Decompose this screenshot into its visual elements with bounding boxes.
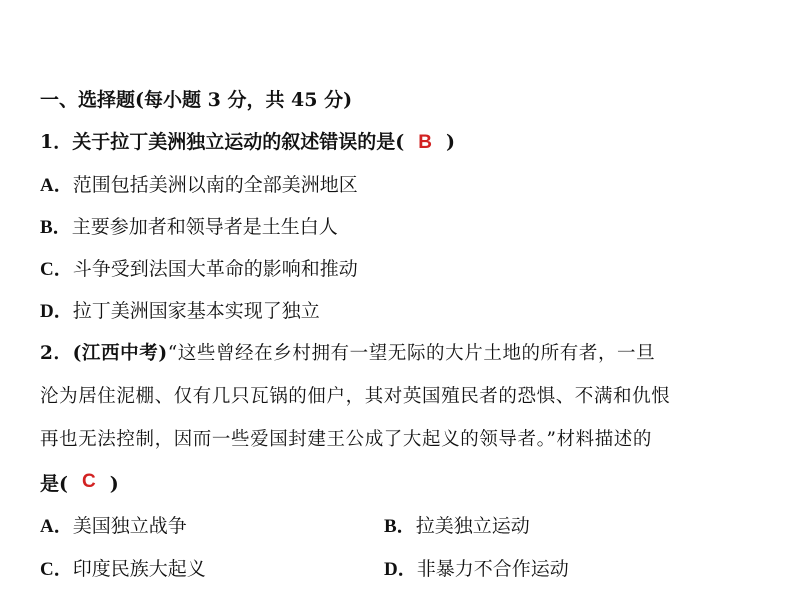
section-title: 一、选择题(每小题 3 分，共 45 分)	[40, 89, 353, 111]
option-text: 拉丁美洲国家基本实现了独立	[72, 300, 320, 322]
question-1-option-c	[40, 257, 358, 282]
question-1-option-d	[40, 299, 320, 324]
option-text: 印度民族大起义	[72, 558, 206, 580]
option-label: A．	[40, 516, 73, 537]
question-2-line-3: 再也无法控制，因而一些爱国封建王公成了大起义的领导者。”材料描述的	[40, 429, 653, 450]
question-1-text: 1．关于拉丁美洲独立运动的叙述错误的是(	[40, 131, 405, 153]
question-2-option-b	[384, 514, 530, 539]
option-text: 拉美独立运动	[415, 515, 530, 537]
question-2-options-row-1	[40, 514, 530, 539]
question-1-close-paren: )	[445, 131, 455, 153]
question-2-answer: C	[82, 471, 96, 492]
question-2-line-4	[40, 472, 119, 497]
question-2-options-row-2	[40, 557, 569, 582]
question-1-option-a	[40, 173, 358, 198]
option-label: C．	[40, 559, 73, 580]
question-2-source: (江西中考)	[72, 343, 168, 364]
option-text: 范围包括美洲以南的全部美洲地区	[72, 174, 358, 196]
question-2-text: “这些曾经在乡村拥有一望无际的大片土地的所有者，一旦	[167, 343, 656, 364]
option-text: 主要参加者和领导者是土生白人	[71, 216, 338, 238]
question-2-option-a	[40, 515, 187, 537]
question-1-stem	[40, 130, 455, 155]
option-label: B．	[40, 217, 72, 238]
question-2-option-d	[384, 557, 569, 582]
question-2-option-c	[40, 558, 206, 580]
option-text: 斗争受到法国大革命的影响和推动	[72, 258, 358, 280]
question-2-line-2: 沦为居住泥棚、仅有几只瓦锅的佃户，其对英国殖民者的恐惧、不满和仇恨	[40, 386, 671, 407]
question-2-number: 2．	[40, 343, 73, 364]
question-2-line-1	[40, 342, 655, 366]
option-label: D．	[384, 559, 417, 580]
option-label: A．	[40, 175, 73, 196]
option-text: 非暴力不合作运动	[416, 558, 569, 580]
question-1-answer: B	[418, 132, 432, 153]
question-2-close-paren: )	[109, 473, 119, 495]
question-2-text-end: 是(	[40, 473, 68, 495]
option-label: C．	[40, 259, 73, 280]
question-1-option-b	[40, 215, 338, 240]
option-label: D．	[40, 301, 73, 322]
option-text: 美国独立战争	[72, 515, 187, 537]
option-label: B．	[384, 516, 416, 537]
